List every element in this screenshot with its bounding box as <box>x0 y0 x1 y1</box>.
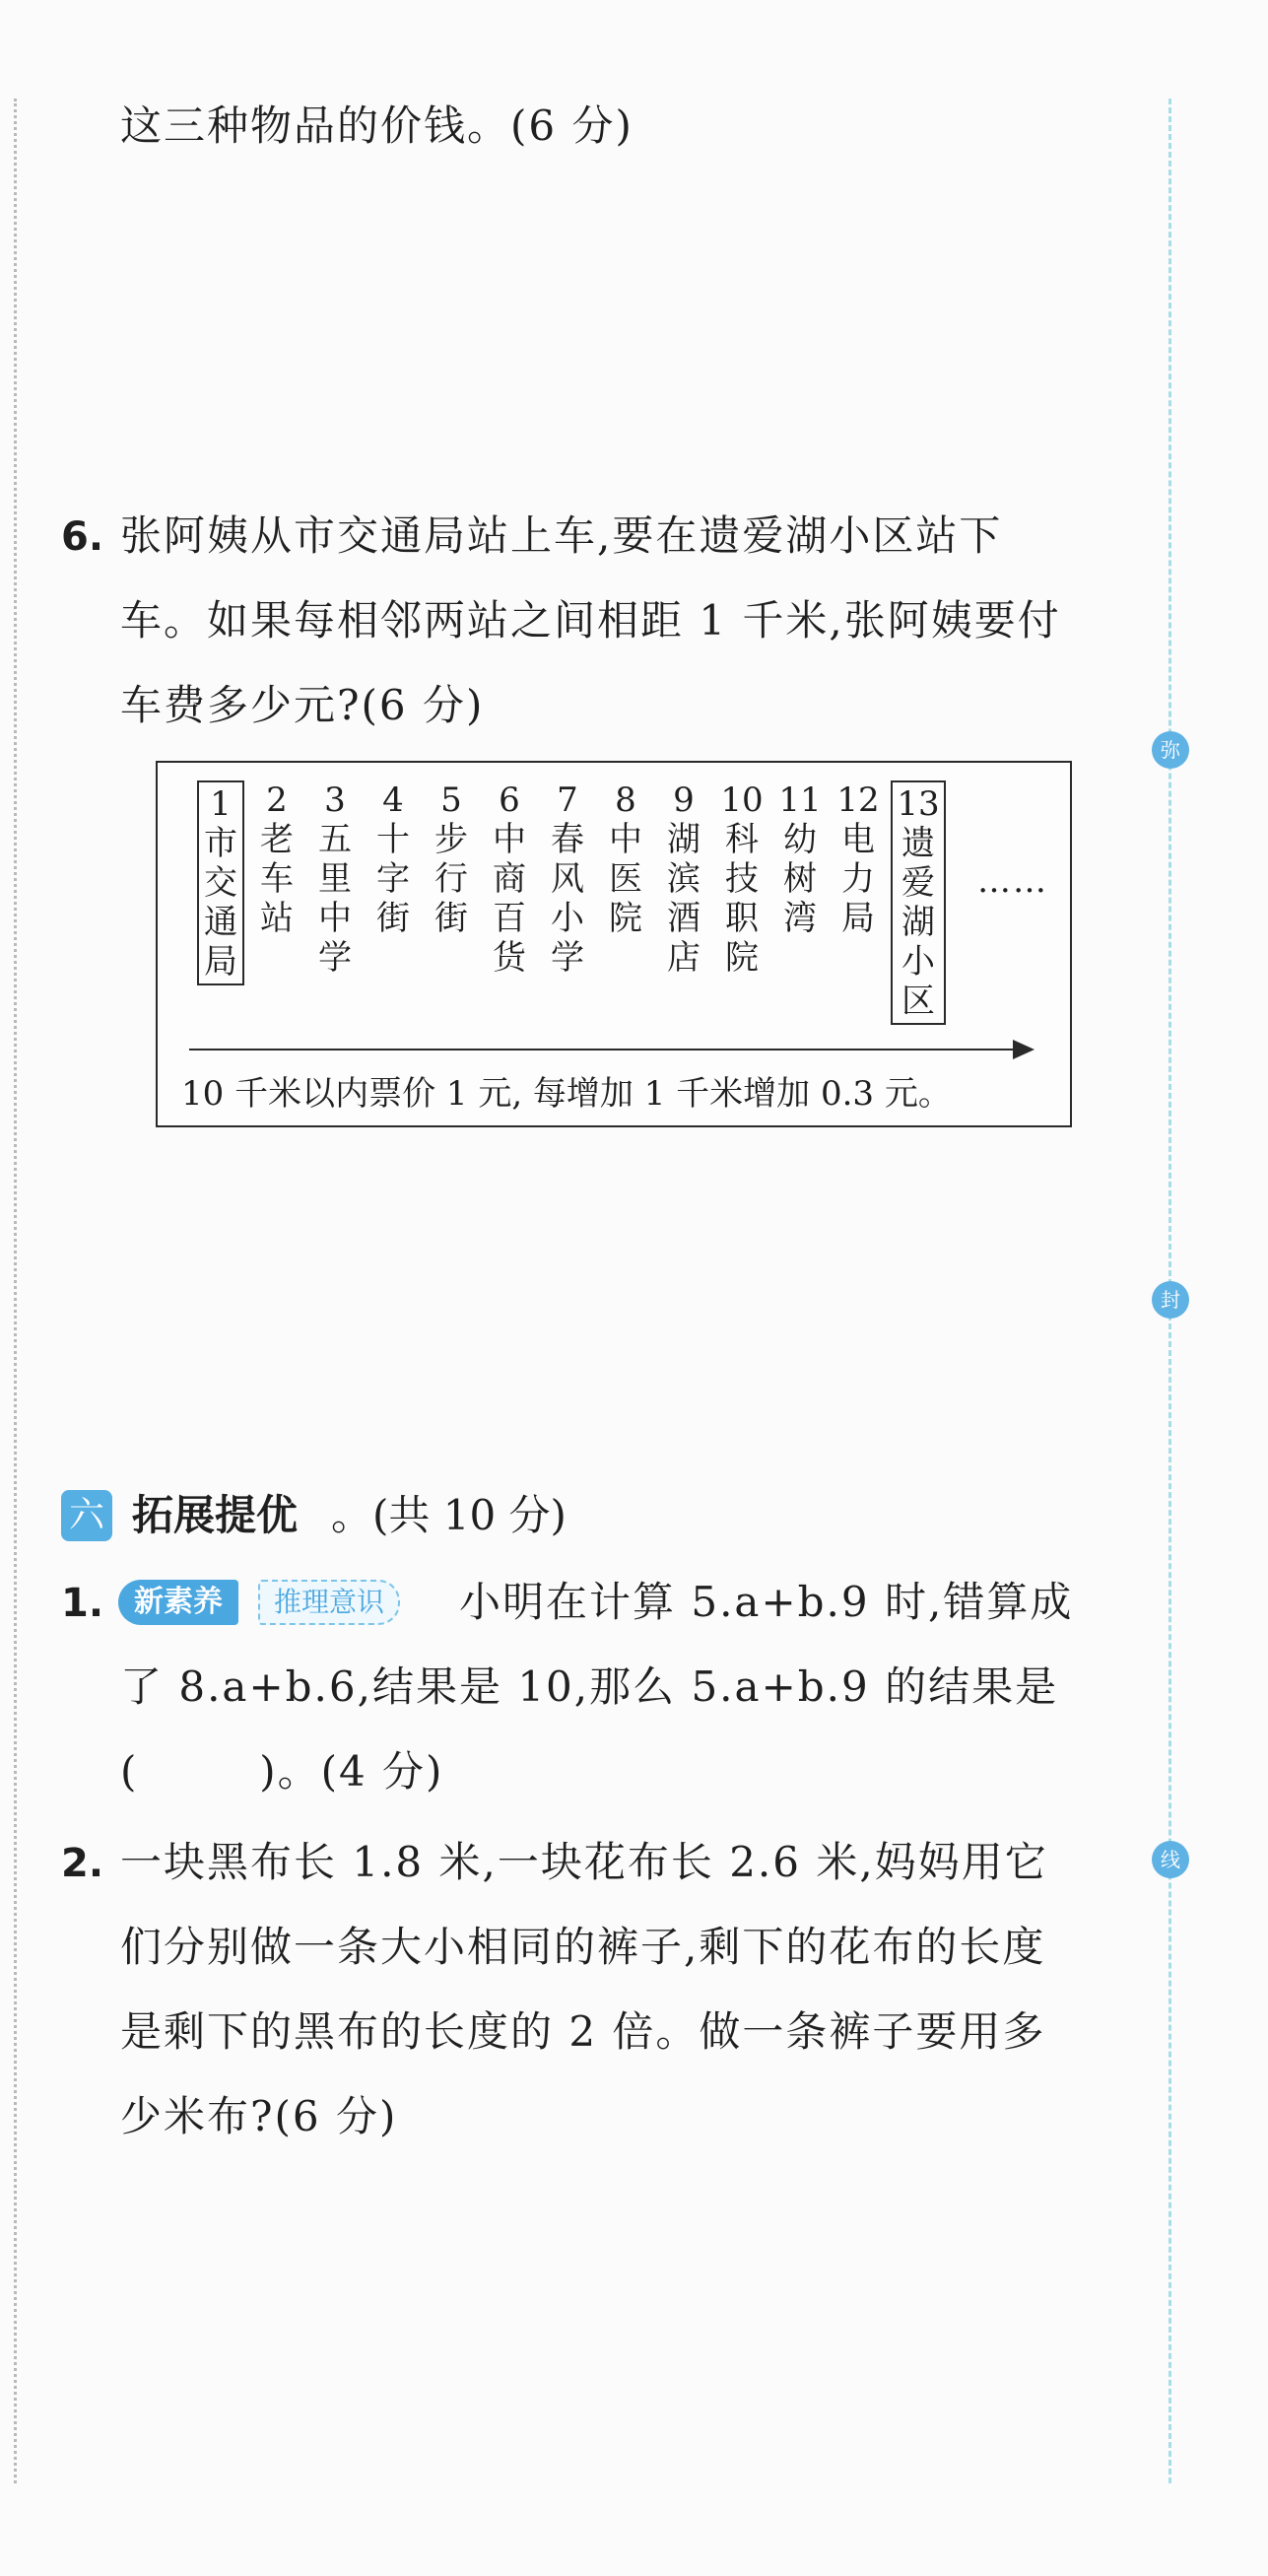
bus-stop-char: 中 <box>493 820 526 859</box>
bus-stop-char: 医 <box>609 859 642 899</box>
bus-stop-char: 小 <box>551 899 584 938</box>
bus-stop-char: 街 <box>376 899 410 938</box>
bus-stop-char: 春 <box>551 820 584 859</box>
bus-stop-4 <box>371 780 415 938</box>
bus-stop-10 <box>716 780 767 978</box>
bus-stop-char: 十 <box>376 820 410 859</box>
q6-line-1: 张阿姨从市交通局站上车,要在遗爱湖小区站下 <box>120 511 1003 560</box>
bus-stop-char: 区 <box>901 982 935 1021</box>
section-points: 。(共 10 分) <box>331 1491 567 1539</box>
bus-stop-char: 学 <box>318 938 352 978</box>
bus-stop-char: 商 <box>493 859 526 899</box>
bus-stop-number: 1 <box>210 784 232 824</box>
bus-stop-number: 5 <box>440 780 462 820</box>
bus-stop-number: 11 <box>778 780 822 820</box>
bus-stop-3 <box>313 780 357 978</box>
bus-stop-1 <box>197 780 244 985</box>
bus-stop-char: 技 <box>725 859 759 899</box>
bus-stop-char: 里 <box>318 859 352 899</box>
route-arrow-head <box>1013 1040 1034 1059</box>
bus-stop-char: 街 <box>434 899 468 938</box>
bus-stop-char: 湾 <box>783 899 817 938</box>
section-badge: 六 <box>61 1490 112 1541</box>
bus-stop-char: 科 <box>725 820 759 859</box>
q6-number: 6. <box>61 514 104 560</box>
q6-line-3: 车费多少元?(6 分) <box>120 681 485 729</box>
bus-stop-char: 滨 <box>667 859 701 899</box>
bus-stop-char: 通 <box>204 903 237 942</box>
s6q2-line-4: 少米布?(6 分) <box>120 2092 398 2140</box>
s6q1-number: 1. <box>61 1581 104 1626</box>
s6q1-line-1: 小明在计算 5.a+b.9 时,错算成 <box>459 1578 1074 1626</box>
bus-stop-char: 风 <box>551 859 584 899</box>
bus-stop-char: 中 <box>609 820 642 859</box>
bus-stop-9 <box>662 780 705 978</box>
fare-rule: 10 千米以内票价 1 元, 每增加 1 千米增加 0.3 元。 <box>181 1074 952 1114</box>
bus-stop-char: 树 <box>783 859 817 899</box>
bus-stop-char: 行 <box>434 859 468 899</box>
q6-line-2: 车。如果每相邻两站之间相距 1 千米,张阿姨要付 <box>120 596 1061 644</box>
bus-stop-char: 幼 <box>783 820 817 859</box>
bus-stop-char: 局 <box>204 942 237 982</box>
bus-stop-char: 市 <box>204 824 237 863</box>
bus-stop-char: 院 <box>725 938 759 978</box>
bus-stop-char: 车 <box>260 859 294 899</box>
bus-stop-12 <box>833 780 884 938</box>
bus-stop-char: 步 <box>434 820 468 859</box>
section-title: 拓展提优 <box>132 1491 299 1539</box>
bus-stop-char: 湖 <box>667 820 701 859</box>
route-ellipsis: …… <box>977 861 1048 901</box>
bus-stop-number: 6 <box>499 780 520 820</box>
bus-stop-char: 五 <box>318 820 352 859</box>
bus-stop-char: 局 <box>841 899 875 938</box>
bus-stop-char: 酒 <box>667 899 701 938</box>
s6q2-line-2: 们分别做一条大小相同的裤子,剩下的花布的长度 <box>120 1923 1046 1971</box>
new-literacy-tag: 新素养 <box>118 1580 238 1625</box>
bus-stop-char: 小 <box>901 942 935 982</box>
s6q1-line-2: 了 8.a+b.6,结果是 10,那么 5.a+b.9 的结果是 <box>120 1662 1059 1711</box>
bus-stop-char: 字 <box>376 859 410 899</box>
bus-stop-char: 交 <box>204 863 237 903</box>
bus-stop-11 <box>774 780 826 938</box>
bus-stop-number: 3 <box>324 780 346 820</box>
bus-route-table <box>156 761 1072 1127</box>
bus-stop-char: 站 <box>260 899 294 938</box>
left-dotted-margin <box>14 99 17 2483</box>
bus-stop-8 <box>604 780 647 938</box>
bus-stop-7 <box>546 780 589 978</box>
bus-stop-char: 力 <box>841 859 875 899</box>
s6q2-line-3: 是剩下的黑布的长度的 2 倍。做一条裤子要用多 <box>120 2007 1046 2056</box>
bus-stop-number: 12 <box>836 780 880 820</box>
bus-stop-char: 职 <box>725 899 759 938</box>
seal-mark-1: 弥 <box>1152 731 1189 769</box>
bus-stop-6 <box>488 780 531 978</box>
bus-stop-number: 2 <box>266 780 288 820</box>
q5-tail-text: 这三种物品的价钱。(6 分) <box>120 102 634 150</box>
seal-mark-2: 封 <box>1152 1281 1189 1319</box>
bus-stop-char: 遗 <box>901 824 935 863</box>
bus-stop-number: 8 <box>615 780 636 820</box>
bus-stop-char: 百 <box>493 899 526 938</box>
bus-stop-number: 10 <box>720 780 764 820</box>
bus-stop-13 <box>891 780 946 1025</box>
bus-stop-2 <box>255 780 299 938</box>
s6q2-number: 2. <box>61 1841 104 1886</box>
bus-stop-number: 7 <box>557 780 578 820</box>
bus-stop-char: 湖 <box>901 903 935 942</box>
route-arrow-line <box>189 1049 1017 1051</box>
s6q1-line-3: ( )。(4 分) <box>120 1747 444 1796</box>
bus-stop-char: 院 <box>609 899 642 938</box>
s6q2-line-1: 一块黑布长 1.8 米,一块花布长 2.6 米,妈妈用它 <box>120 1838 1048 1886</box>
bus-stop-char: 货 <box>493 938 526 978</box>
reasoning-tag: 推理意识 <box>258 1580 400 1625</box>
bus-stop-char: 店 <box>667 938 701 978</box>
bus-stop-5 <box>430 780 473 938</box>
bus-stop-char: 学 <box>551 938 584 978</box>
bus-stop-number: 13 <box>897 784 940 824</box>
bus-stop-number: 4 <box>382 780 404 820</box>
seal-mark-3: 线 <box>1152 1841 1189 1878</box>
bus-stop-char: 电 <box>841 820 875 859</box>
bus-stop-char: 老 <box>260 820 294 859</box>
bus-stop-char: 爱 <box>901 863 935 903</box>
bus-stop-char: 中 <box>318 899 352 938</box>
bus-stop-number: 9 <box>673 780 695 820</box>
